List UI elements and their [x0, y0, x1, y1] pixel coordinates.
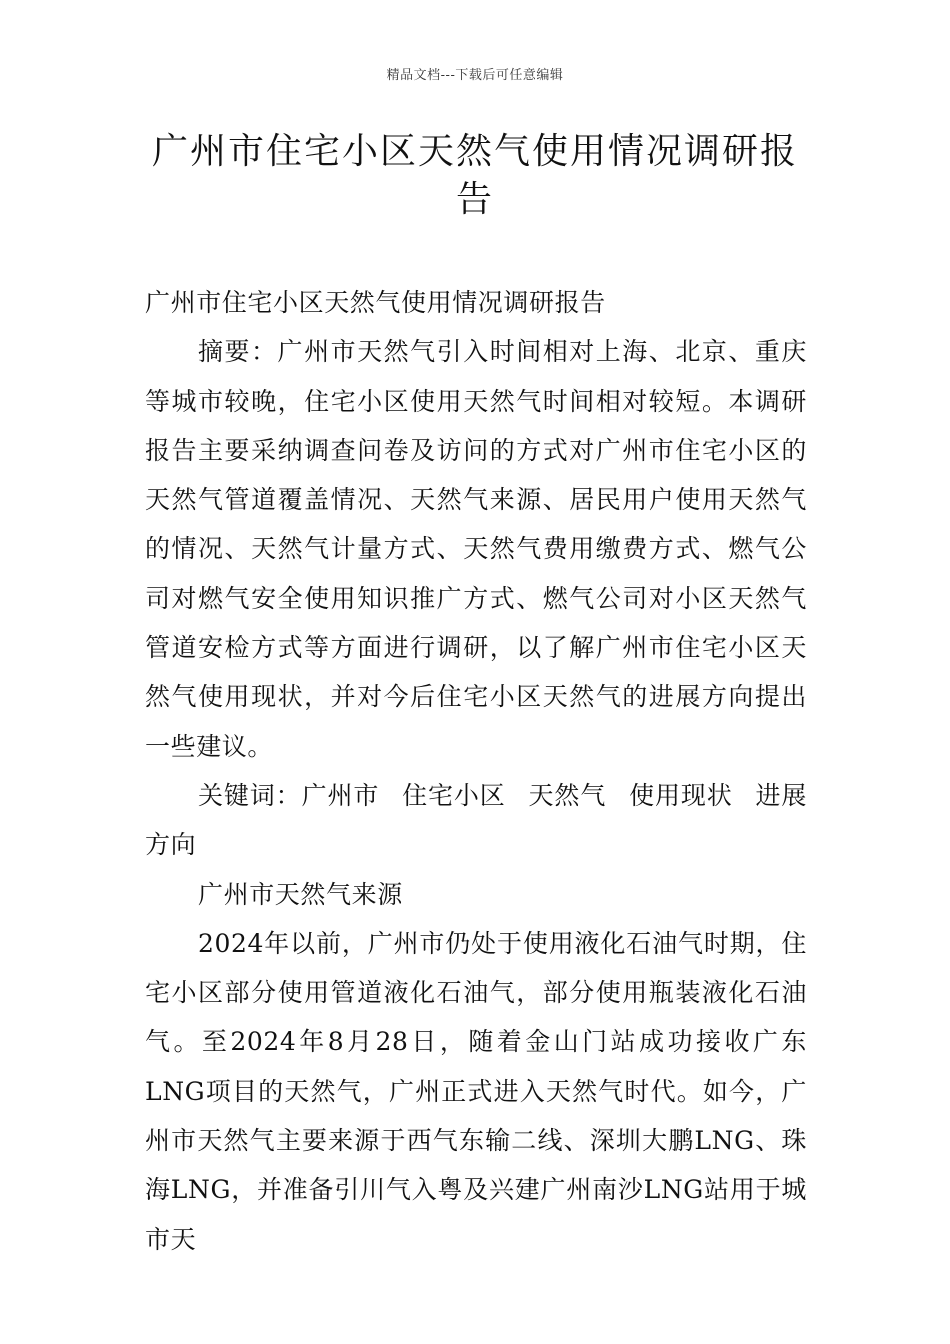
section-heading: 广州市天然气来源 — [198, 879, 403, 909]
body-paragraph: 2024年以前，广州市仍处于使用液化石油气时期，住宅小区部分使用管道液化石油气，部分使用瓶装液化石油气。至2024年8月28日，随着金山门站成功接收广东LNG项目的天然气，广州正式进入天然气时代。如今，广州市天然气主要来源于西气东输二线、深圳大鹏LNG、珠海LNG，并准备引川气入粤及兴建广州南沙LNG站用于城市天 — [145, 928, 807, 1254]
header-note: 精品文档---下载后可任意编辑 — [386, 68, 564, 83]
document-title: 广州市住宅小区天然气使用情况调研报告 — [151, 131, 798, 220]
keywords-paragraph: 关键词：广州市 住宅小区 天然气 使用现状 进展方向 — [145, 780, 807, 860]
abstract-paragraph: 摘要：广州市天然气引入时间相对上海、北京、重庆等城市较晚，住宅小区使用天然气时间相对较短。本调研报告主要采纳调查问卷及访问的方式对广州市住宅小区的天然气管道覆盖情况、天然气来源、居民用户使用天然气的情况、天然气计量方式、天然气费用缴费方式、燃气公司对燃气安全使用知识推广方式、燃气公司对小区天然气管道安检方式等方面进行调研，以了解广州市住宅小区天然气使用现状，并对今后住宅小区天然气的进展方向提出一些建议。 — [145, 337, 807, 761]
subtitle-paragraph: 广州市住宅小区天然气使用情况调研报告 — [145, 288, 606, 317]
document-body — [145, 278, 807, 1264]
